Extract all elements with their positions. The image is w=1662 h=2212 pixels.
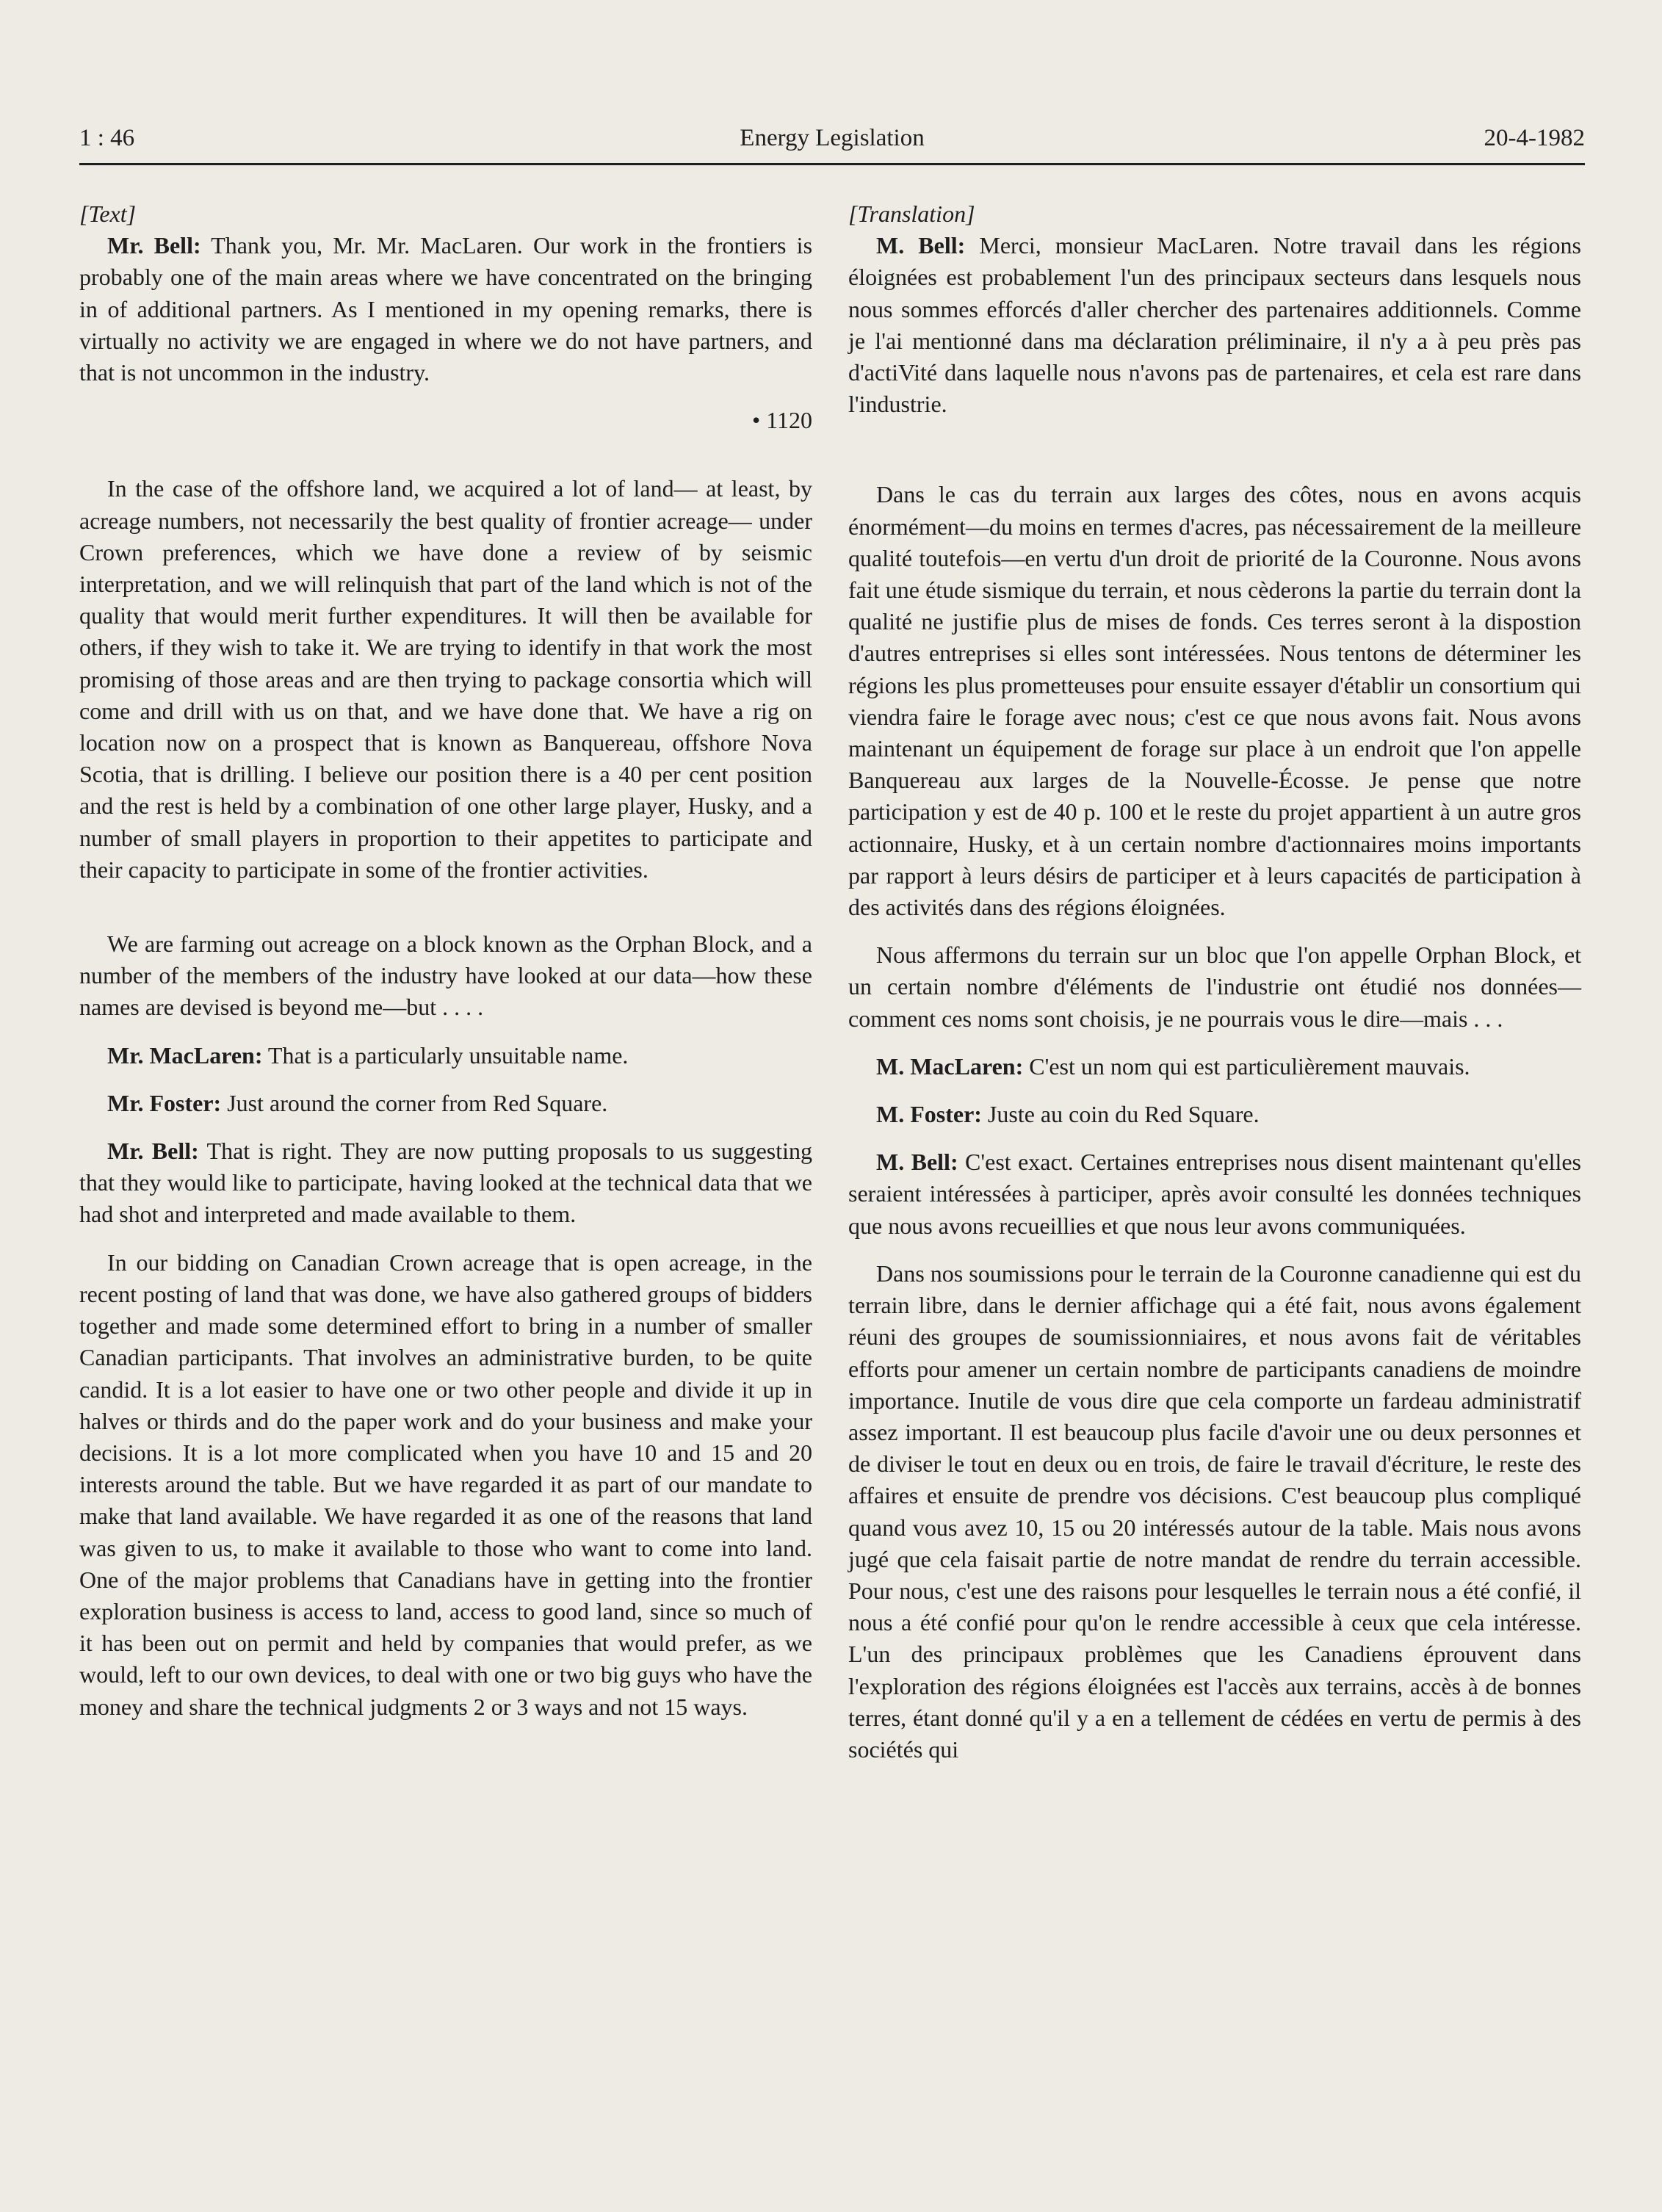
speaker-name: Mr. Foster: xyxy=(107,1089,222,1116)
paragraph: Mr. Bell: That is right. They are now putting proposals to us suggesting that they would like to participate, having looked at the technical data that we had shot and interpreted and made available to them. xyxy=(79,1138,813,1228)
paragraph: Mr. Foster: Just around the corner from Red Square. xyxy=(107,1089,608,1116)
time-marker: • 1120 xyxy=(751,407,812,434)
paragraph: Nous affermons du terrain sur un bloc que l'on appelle Orphan Block, et un certain nombre d'éléments de l'industrie ont étudié nos données—comment ces noms sont choisis, je ne pourrais vous le dire—mais . . . xyxy=(848,941,1581,1032)
speaker-name: Mr. Bell: xyxy=(107,232,201,259)
page-date: 20-4-1982 xyxy=(1484,125,1585,151)
paragraph: Mr. MacLaren: That is a particularly unsuitable name. xyxy=(107,1041,629,1069)
paragraph: In the case of the offshore land, we acquired a lot of land— at least, by acreage numbers, not necessarily the best quality of frontier acreage— under Crown preferences, which we have done a review of by seismic interpretation, and we will relinquish that part of the land which is not of the quality that would merit further expenditures. It will then be available for others, if they wish to take it. We are trying to identify in that work the most promising of those areas and are then trying to package consortia which will come and drill with us on that, and we have done that. We have a rig on location now on a prospect that is known as Banquereau, offshore Nova Scotia, that is drilling. I believe our position there is a 40 per cent position and the rest is held by a combination of one other large player, Husky, and a number of small players in proportion to their appetites to participate and their capacity to participate in some of the frontier activities. xyxy=(79,475,812,883)
paragraph: In our bidding on Canadian Crown acreage that is open acreage, in the recent posting of land that was done, we have also gathered groups of bidders together and made some determined effort to bring in a number of smaller Canadian participants. That involves an administrative burden, to be quite candid. It is a lot easier to have one or two other people and divide it up in halves or thirds and do the paper work and do your business and make your decisions. It is a lot more complicated when you have 10 and 15 and 20 interests around the table. But we have regarded it as part of our mandate to make that land available. We have regarded it as one of the reasons that land was given to us, to make it available to those who want to come into land. One of the major problems that Canadians have in getting into the frontier exploration business is access to land, access to good land, since so much of it has been out on permit and held by companies that would prefer, as we would, left to our own devices, to deal with one or two big guys who have the money and share the technical judgments 2 or 3 ways and not 15 ways. xyxy=(79,1248,812,1720)
paragraph: Mr. Bell: Thank you, Mr. Mr. MacLaren. Our work in the frontiers is probably one of the main areas where we have concentrated on the bringing in of additional partners. As I mentioned in my opening remarks, there is virtually no activity we are engaged in where we do not have partners, and that is not uncommon in the industry. xyxy=(79,232,813,386)
paragraph: M. Foster: Juste au coin du Red Square. xyxy=(876,1101,1260,1128)
paragraph: We are farming out acreage on a block known as the Orphan Block, and a number of the members of the industry have looked at our data—how these names are devised is beyond me—but . . . . xyxy=(79,930,812,1021)
page-number: 1 : 46 xyxy=(79,125,135,151)
paragraph: M. Bell: Merci, monsieur MacLaren. Notre travail dans les régions éloignées est probablement l'un des principaux secteurs dans lesquels nous nous sommes efforcés d'aller chercher des partenaires additionnels. Comme je l'ai mentionné dans ma déclaration préliminaire, il n'y a à peu près pas d'actiVité dans laquelle nous n'avons pas de partenaires, et cela est rare dans l'industrie. xyxy=(848,232,1581,418)
speaker-name: M. Bell: xyxy=(876,232,966,259)
running-title: Energy Legislation xyxy=(740,125,925,151)
speaker-name: Mr. Bell: xyxy=(107,1138,199,1165)
english-column xyxy=(79,198,812,1739)
paragraph: M. Bell: C'est exact. Certaines entreprises nous disent maintenant qu'elles seraient intéressées à participer, après avoir consulté les données techniques que nous avons recueillies et que nous leur avons communiquées. xyxy=(848,1149,1582,1239)
speaker-name: M. MacLaren: xyxy=(876,1052,1024,1080)
paragraph: M. MacLaren: C'est un nom qui est particulièrement mauvais. xyxy=(876,1052,1470,1080)
column-heading: [Translation] xyxy=(848,200,975,227)
speaker-name: Mr. MacLaren: xyxy=(107,1041,263,1069)
column-heading: [Text] xyxy=(79,200,137,227)
page-header xyxy=(79,123,1585,165)
speaker-name: M. Bell: xyxy=(876,1149,958,1176)
paragraph: Dans le cas du terrain aux larges des côtes, nous en avons acquis énormément—du moins en termes d'acres, pas nécessairement de la meilleure qualité toutefois—en vertu d'un droit de priorité de la Couronne. Nous avons fait une étude sismique du terrain, et nous cèderons la partie du terrain dont la qualité ne justifie plus de mises de fonds. Ces terres seront à la dispostion d'autres entreprises si elles sont intéressées. Nous tentons de déterminer les régions les plus prometteuses pour ensuite essayer d'établir un consortium qui viendra faire le forage avec nous; c'est ce que nous avons fait. Nous avons maintenant un équipement de forage sur place à un endroit que l'on appelle Banquereau aux larges de la Nouvelle-Écosse. Je pense que notre participation y est de 40 p. 100 et le reste du projet appartient à un autre gros actionnaire, Husky, et à un certain nombre d'actionnaires moins importants par rapport à leurs désirs de participer et à leurs capacités de participation à des activités dans des régions éloignées. xyxy=(848,481,1581,921)
french-column xyxy=(848,198,1581,1782)
paragraph: Dans nos soumissions pour le terrain de la Couronne canadienne qui est du terrain libre, dans le dernier affichage qui a été fait, nous avons également réuni des groupes de soumissionniaires, et nous avons fait de véritables efforts pour amener un certain nombre de participants canadiens de moindre importance. Inutile de vous dire que cela comporte un fardeau administratif assez important. Il est beaucoup plus facile d'avoir une ou deux personnes et de diviser le tout en deux ou en trois, de faire le travail d'écriture, le reste des affaires et ensuite de prendre vos décisions. C'est beaucoup plus compliqué quand vous avez 10, 15 ou 20 intéressés autour de la table. Mais nous avons jugé que cela faisait partie de notre mandat de rendre du terrain accessible. Pour nous, c'est une des raisons pour lesquelles le terrain nous a été confié, il nous a été confié pour qu'on le rendre accessible à ceux que cela intéresse. L'un des principaux problèmes que les Canadiens éprouvent dans l'exploration des régions éloignées est l'accès aux terrains, accès à de bonnes terres, étant donné qu'il y a en a tellement de cédées en vertu de permis à des sociétés qui xyxy=(848,1259,1581,1763)
speaker-name: M. Foster: xyxy=(876,1101,982,1128)
